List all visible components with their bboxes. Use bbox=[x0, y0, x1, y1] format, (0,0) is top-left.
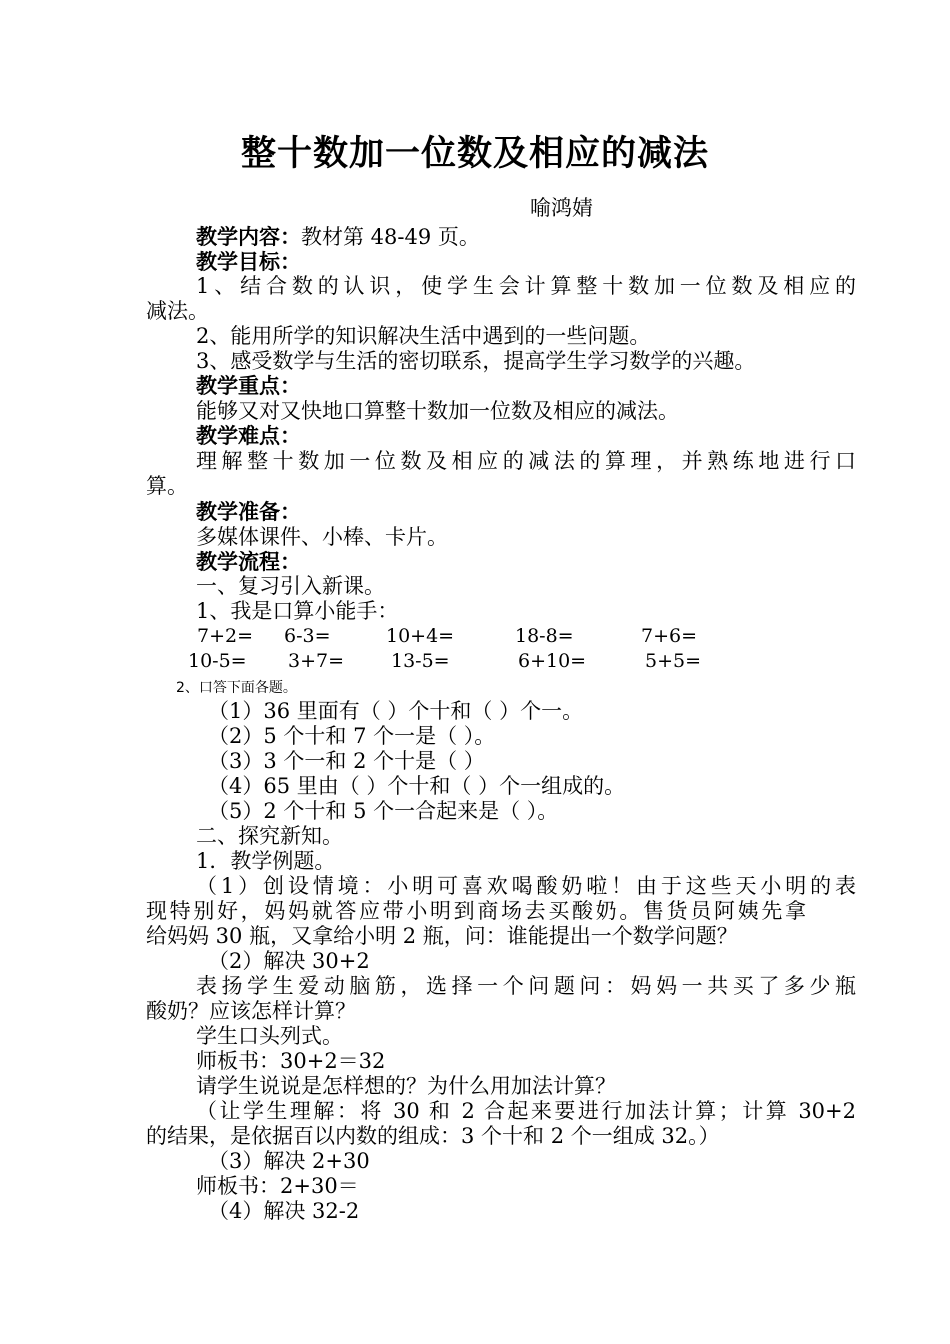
question-5: （5）2 个十和 5 个一合起来是（ ）。 bbox=[208, 799, 559, 823]
paragraph-3-line-b: 酸奶？应该怎样计算？ bbox=[146, 999, 356, 1023]
paragraph-1-line-b: 现特别好，妈妈就答应带小明到商场去买酸奶。售货员阿姨先拿 bbox=[146, 899, 806, 923]
preparation-text: 多媒体课件、小棒、卡片。 bbox=[196, 525, 448, 549]
difficulty-line-a: 理解整十数加一位数及相应的减法的算理，并熟练地进行口 bbox=[196, 449, 856, 473]
question-4: （4）65 里由（ ）个十和（ ）个一组成的。 bbox=[208, 774, 626, 798]
goal-1-line-a: 1、结合数的认识，使学生会计算整十数加一位数及相应的 bbox=[196, 274, 856, 298]
paragraph-6: 请学生说说是怎样想的？为什么用加法计算？ bbox=[196, 1074, 616, 1098]
step-1-1: 1、我是口算小能手： bbox=[196, 599, 399, 623]
exercise: 6+10= bbox=[518, 650, 587, 672]
key-point-text: 能够又对又快地口算整十数加一位数及相应的减法。 bbox=[196, 399, 679, 423]
question-2: （2）5 个十和 7 个一是（ ）。 bbox=[208, 724, 496, 748]
exercise: 10-5= bbox=[188, 650, 247, 672]
paragraph-1-line-c: 给妈妈 30 瓶，又拿给小明 2 瓶，问：谁能提出一个数学问题？ bbox=[146, 924, 738, 948]
paragraph-5: 师板书：30+2＝32 bbox=[196, 1049, 386, 1073]
exercise: 7+2= bbox=[197, 625, 254, 647]
paragraph-9: 师板书：2+30＝ bbox=[196, 1174, 359, 1198]
content-label: 教学内容： bbox=[196, 225, 301, 249]
question-3: （3）3 个一和 2 个十是（ ） bbox=[208, 749, 485, 773]
goal-1-line-b: 减法。 bbox=[146, 299, 209, 323]
difficulty-line-b: 算。 bbox=[146, 474, 188, 498]
goal-3: 3、感受数学与生活的密切联系，提高学生学习数学的兴趣。 bbox=[196, 349, 756, 373]
paragraph-4: 学生口头列式。 bbox=[196, 1024, 343, 1048]
document-title: 整十数加一位数及相应的减法 bbox=[240, 134, 709, 174]
paragraph-7-line-a: （让学生理解：将 30 和 2 合起来要进行加法计算；计算 30+2 bbox=[196, 1099, 856, 1123]
exercise: 3+7= bbox=[288, 650, 345, 672]
question-1: （1）36 里面有（ ）个十和（ ）个一。 bbox=[208, 699, 584, 723]
exercise: 13-5= bbox=[391, 650, 450, 672]
paragraph-8: （3）解决 2+30 bbox=[208, 1149, 370, 1173]
content-text: 教材第 48-49 页。 bbox=[301, 225, 480, 249]
paragraph-7-line-b: 的结果，是依据百以内数的组成：3 个十和 2 个一组成 32。） bbox=[146, 1124, 720, 1148]
paragraph-3-line-a: 表扬学生爱动脑筋，选择一个问题问：妈妈一共买了多少瓶 bbox=[196, 974, 856, 998]
content-line bbox=[146, 225, 856, 250]
paragraph-10: （4）解决 32-2 bbox=[208, 1199, 360, 1223]
exercise: 7+6= bbox=[641, 625, 698, 647]
difficulty-label: 教学难点： bbox=[196, 424, 301, 448]
goals-label: 教学目标： bbox=[196, 250, 301, 274]
goal-2: 2、能用所学的知识解决生活中遇到的一些问题。 bbox=[196, 324, 651, 348]
key-point-label: 教学重点： bbox=[196, 374, 301, 398]
paragraph-1-line-a: （1）创设情境：小明可喜欢喝酸奶啦！由于这些天小明的表 bbox=[196, 874, 856, 898]
author-name: 喻鸿婧 bbox=[530, 196, 593, 220]
step-2-1: 1．教学例题。 bbox=[196, 849, 336, 873]
exercise: 18-8= bbox=[515, 625, 574, 647]
paragraph-2: （2）解决 30+2 bbox=[208, 949, 370, 973]
preparation-label: 教学准备： bbox=[196, 500, 301, 524]
step-2-heading: 二、探究新知。 bbox=[196, 824, 343, 848]
exercise: 5+5= bbox=[645, 650, 702, 672]
flow-label: 教学流程： bbox=[196, 550, 301, 574]
exercise: 10+4= bbox=[386, 625, 455, 647]
step-1-heading: 一、复习引入新课。 bbox=[196, 574, 385, 598]
exercise: 6-3= bbox=[284, 625, 331, 647]
step-1-2: 2、口答下面各题。 bbox=[176, 680, 297, 696]
